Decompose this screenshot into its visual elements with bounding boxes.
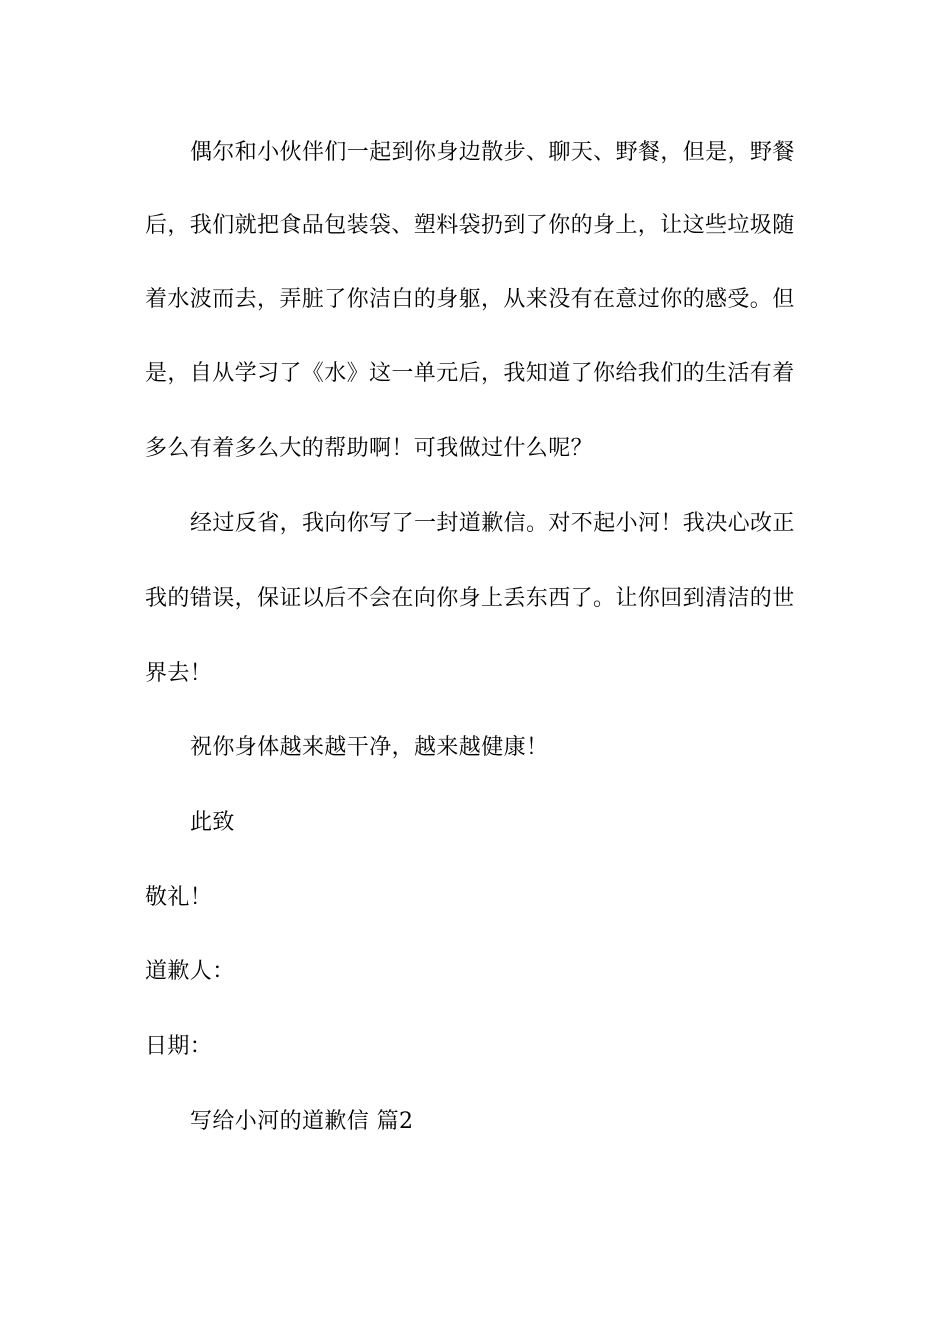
closing-salutation: 此致 xyxy=(190,810,235,835)
paragraph1-line4: 是，自从学习了《水》这一单元后，我知道了你给我们的生活有着 xyxy=(145,361,795,386)
paragraph1-line1: 偶尔和小伙伴们一起到你身边散步、聊天、野餐，但是，野餐 xyxy=(190,140,795,165)
paragraph1-line5: 多么有着多么大的帮助啊！可我做过什么呢？ xyxy=(145,436,594,461)
paragraph2-line3: 界去！ xyxy=(145,661,213,686)
closing-regards: 敬礼！ xyxy=(145,885,213,910)
signer-label: 道歉人： xyxy=(145,959,235,984)
paragraph1-line3: 着水波而去，弄脏了你洁白的身躯，从来没有在意过你的感受。但 xyxy=(145,287,795,312)
paragraph1-line2: 后，我们就把食品包装袋、塑料袋扔到了你的身上，让这些垃圾随 xyxy=(145,213,795,238)
next-article-title: 写给小河的道歉信 篇2 xyxy=(190,1109,414,1134)
paragraph2-line2: 我的错误，保证以后不会在向你身上丢东西了。让你回到清洁的世 xyxy=(145,586,795,611)
date-label: 日期： xyxy=(145,1034,213,1059)
wish-line: 祝你身体越来越干净，越来越健康！ xyxy=(190,735,549,760)
paragraph2-line1: 经过反省，我向你写了一封道歉信。对不起小河！我决心改正 xyxy=(190,511,795,536)
